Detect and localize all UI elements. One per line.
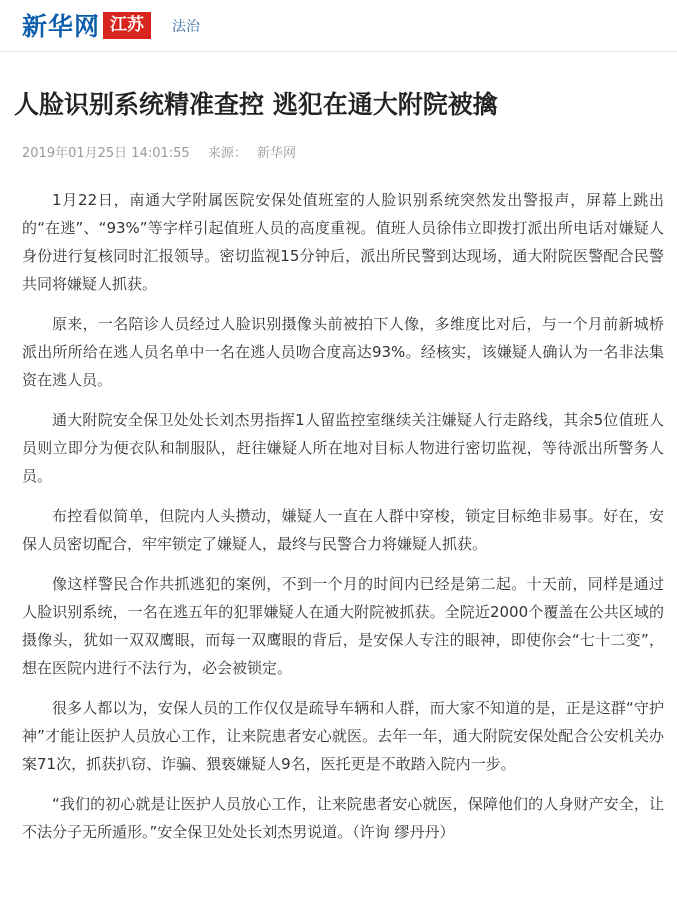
- source-label: 来源：: [207, 146, 247, 161]
- article-paragraph: 布控看似简单，但院内人头攒动，嫌疑人一直在人群中穿梭，锁定目标绝非易事。好在，安保人员密切配合，牢牢锁定了嫌疑人，最终与民警合力将嫌疑人抓获。: [22, 507, 664, 553]
- article-paragraph: 像这样警民合作共抓逃犯的案例，不到一个月的时间内已经是第二起。十天前，同样是通过人脸识别系统，一名在逃五年的犯罪嫌疑人在通大附院被抓获。全院近2000个覆盖在公共区域的摄像头，犹如一双双鹰眼，而每一双鹰眼的背后，是安保人专注的眼神，即使你会“七十二变”，想在医院内进行不法行为，必会被锁定。: [22, 575, 664, 677]
- site-header: [0, 0, 677, 52]
- article-body: [22, 186, 664, 858]
- article-paragraph: 很多人都以为，安保人员的工作仅仅是疏导车辆和人群，而大家不知道的是，正是这群“守护神”才能让医护人员放心工作，让来院患者安心就医。去年一年，通大附院安保处配合公安机关办案71次，抓获扒窃、诈骗、猥亵嫌疑人9名，医托更是不敢踏入院内一步。: [22, 699, 664, 773]
- article-title: 人脸识别系统精准查控 逃犯在通大附院被擒: [14, 90, 498, 119]
- article-paragraph: 通大附院安全保卫处处长刘杰男指挥1人留监控室继续关注嫌疑人行走路线，其余5位值班人员则立即分为便衣队和制服队，赶往嫌疑人所在地对目标人物进行密切监视，等待派出所警务人员。: [22, 411, 664, 485]
- article-paragraph: 1月22日，南通大学附属医院安保处值班室的人脸识别系统突然发出警报声，屏幕上跳出的“在逃”、“93%”等字样引起值班人员的高度重视。值班人员徐伟立即拨打派出所电话对嫌疑人身份进行复核同时汇报领导。密切监视15分钟后，派出所民警到达现场，通大附院医警配合民警共同将嫌疑人抓获。: [22, 191, 664, 293]
- article-meta: [22, 142, 310, 161]
- publish-datetime: 2019年01月25日 14:01:55: [22, 146, 190, 161]
- source-value: 新华网: [256, 146, 296, 161]
- region-badge[interactable]: 江苏: [103, 12, 151, 39]
- channel-link-legal[interactable]: 法治: [172, 19, 200, 35]
- article-paragraph: 原来，一名陪诊人员经过人脸识别摄像头前被拍下人像，多维度比对后，与一个月前新城桥派出所所给在逃人员名单中一名在逃人员吻合度高达93%。经核实，该嫌疑人确认为一名非法集资在逃人员。: [22, 315, 664, 389]
- article-paragraph: “我们的初心就是让医护人员放心工作，让来院患者安心就医，保障他们的人身财产安全，让不法分子无所遁形。”安全保卫处处长刘杰男说道。（许询 缪丹丹）: [22, 795, 664, 841]
- site-logo[interactable]: 新华网: [22, 12, 101, 41]
